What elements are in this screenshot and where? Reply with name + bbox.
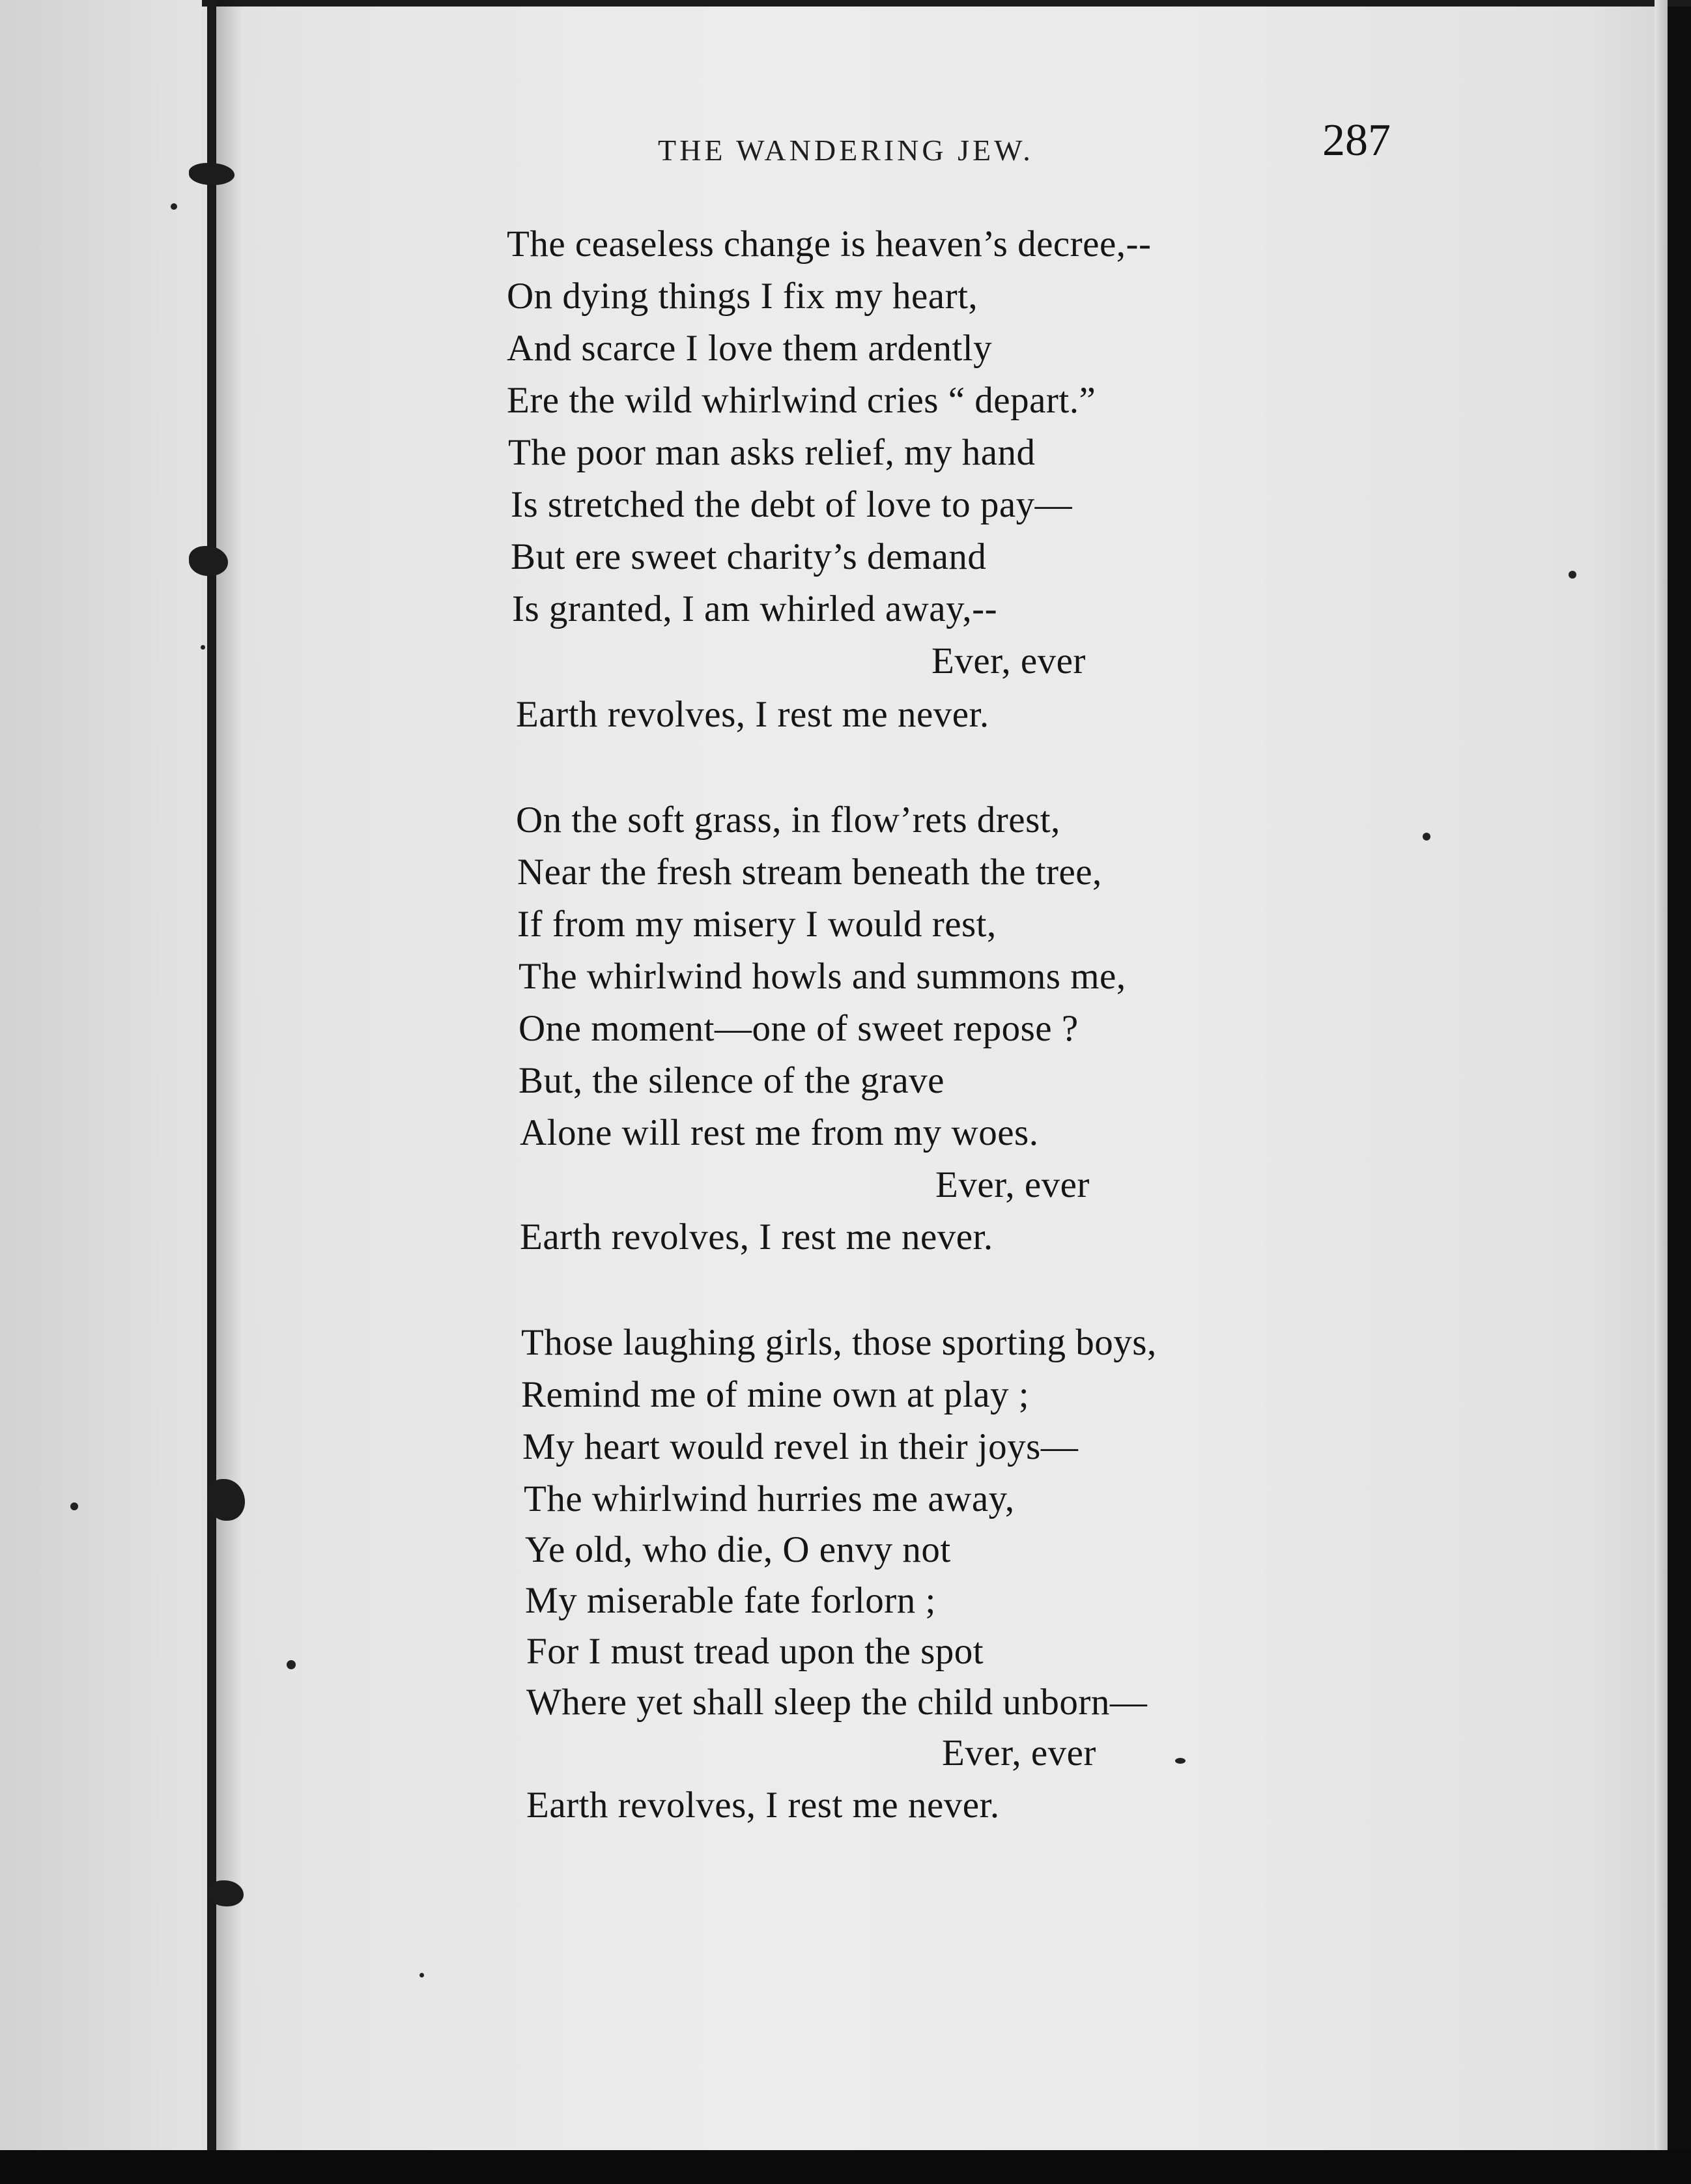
- page-number: 287: [1322, 115, 1391, 165]
- verse-line: Near the fresh stream beneath the tree,: [517, 852, 1102, 893]
- binding-stitch: [208, 1880, 244, 1906]
- verse-line: On the soft grass, in flow’rets drest,: [516, 799, 1060, 841]
- refrain-line: Earth revolves, I rest me never.: [516, 694, 989, 735]
- ink-speck: [70, 1502, 78, 1510]
- ink-speck: [171, 203, 177, 210]
- ink-speck: [287, 1660, 296, 1669]
- ink-speck: [201, 645, 205, 650]
- verse-line: Ye old, who die, O envy not: [525, 1529, 951, 1570]
- ink-speck: [1569, 571, 1576, 579]
- verse-line: Is granted, I am whirled away,--: [512, 588, 998, 629]
- verse-line: On dying things I fix my heart,: [507, 276, 978, 317]
- refrain-line: Earth revolves, I rest me never.: [520, 1216, 993, 1257]
- verse-line: Alone will rest me from my woes.: [520, 1112, 1039, 1153]
- gutter-shadow: [216, 0, 242, 2150]
- top-border: [0, 0, 1691, 7]
- verse-line: Remind me of mine own at play ;: [521, 1374, 1030, 1415]
- verse-line: The poor man asks relief, my hand: [508, 432, 1036, 473]
- ink-speck: [1423, 833, 1430, 841]
- verse-line: Ere the wild whirlwind cries “ depart.”: [507, 380, 1096, 421]
- refrain-line: Earth revolves, I rest me never.: [526, 1785, 1000, 1826]
- binding-stitch: [189, 163, 234, 185]
- verse-line: But, the silence of the grave: [519, 1060, 945, 1101]
- verse-line: Is stretched the debt of love to pay—: [511, 484, 1073, 525]
- verse-line: My miserable fate forlorn ;: [525, 1580, 936, 1621]
- refrain-line: Ever, ever: [931, 640, 1086, 682]
- book-gutter: [207, 0, 216, 2150]
- verse-line: Where yet shall sleep the child unborn—: [526, 1682, 1148, 1723]
- verse-line: One moment—one of sweet repose ?: [519, 1008, 1079, 1049]
- refrain-line: Ever, ever: [935, 1164, 1090, 1205]
- verse-line: If from my misery I would rest,: [517, 904, 997, 945]
- verse-line: My heart would revel in their joys—: [522, 1426, 1079, 1467]
- verse-line: For I must tread upon the spot: [526, 1631, 984, 1672]
- verse-line: And scarce I love them ardently: [507, 328, 993, 369]
- verse-line: But ere sweet charity’s demand: [511, 536, 987, 577]
- verse-line: Those laughing girls, those sporting boys,: [521, 1322, 1157, 1363]
- running-head: THE WANDERING JEW.: [658, 134, 1034, 167]
- ink-speck: [1175, 1758, 1186, 1764]
- verse-line: The whirlwind howls and summons me,: [519, 956, 1126, 997]
- page-edge: [1655, 0, 1668, 2150]
- ink-speck: [419, 1973, 424, 1977]
- bottom-border: [0, 2150, 1691, 2184]
- verse-line: The ceaseless change is heaven’s decree,--: [507, 223, 1152, 265]
- refrain-line: Ever, ever: [942, 1732, 1096, 1774]
- verse-line: The whirlwind hurries me away,: [524, 1478, 1015, 1519]
- facing-page-margin: [0, 0, 202, 2150]
